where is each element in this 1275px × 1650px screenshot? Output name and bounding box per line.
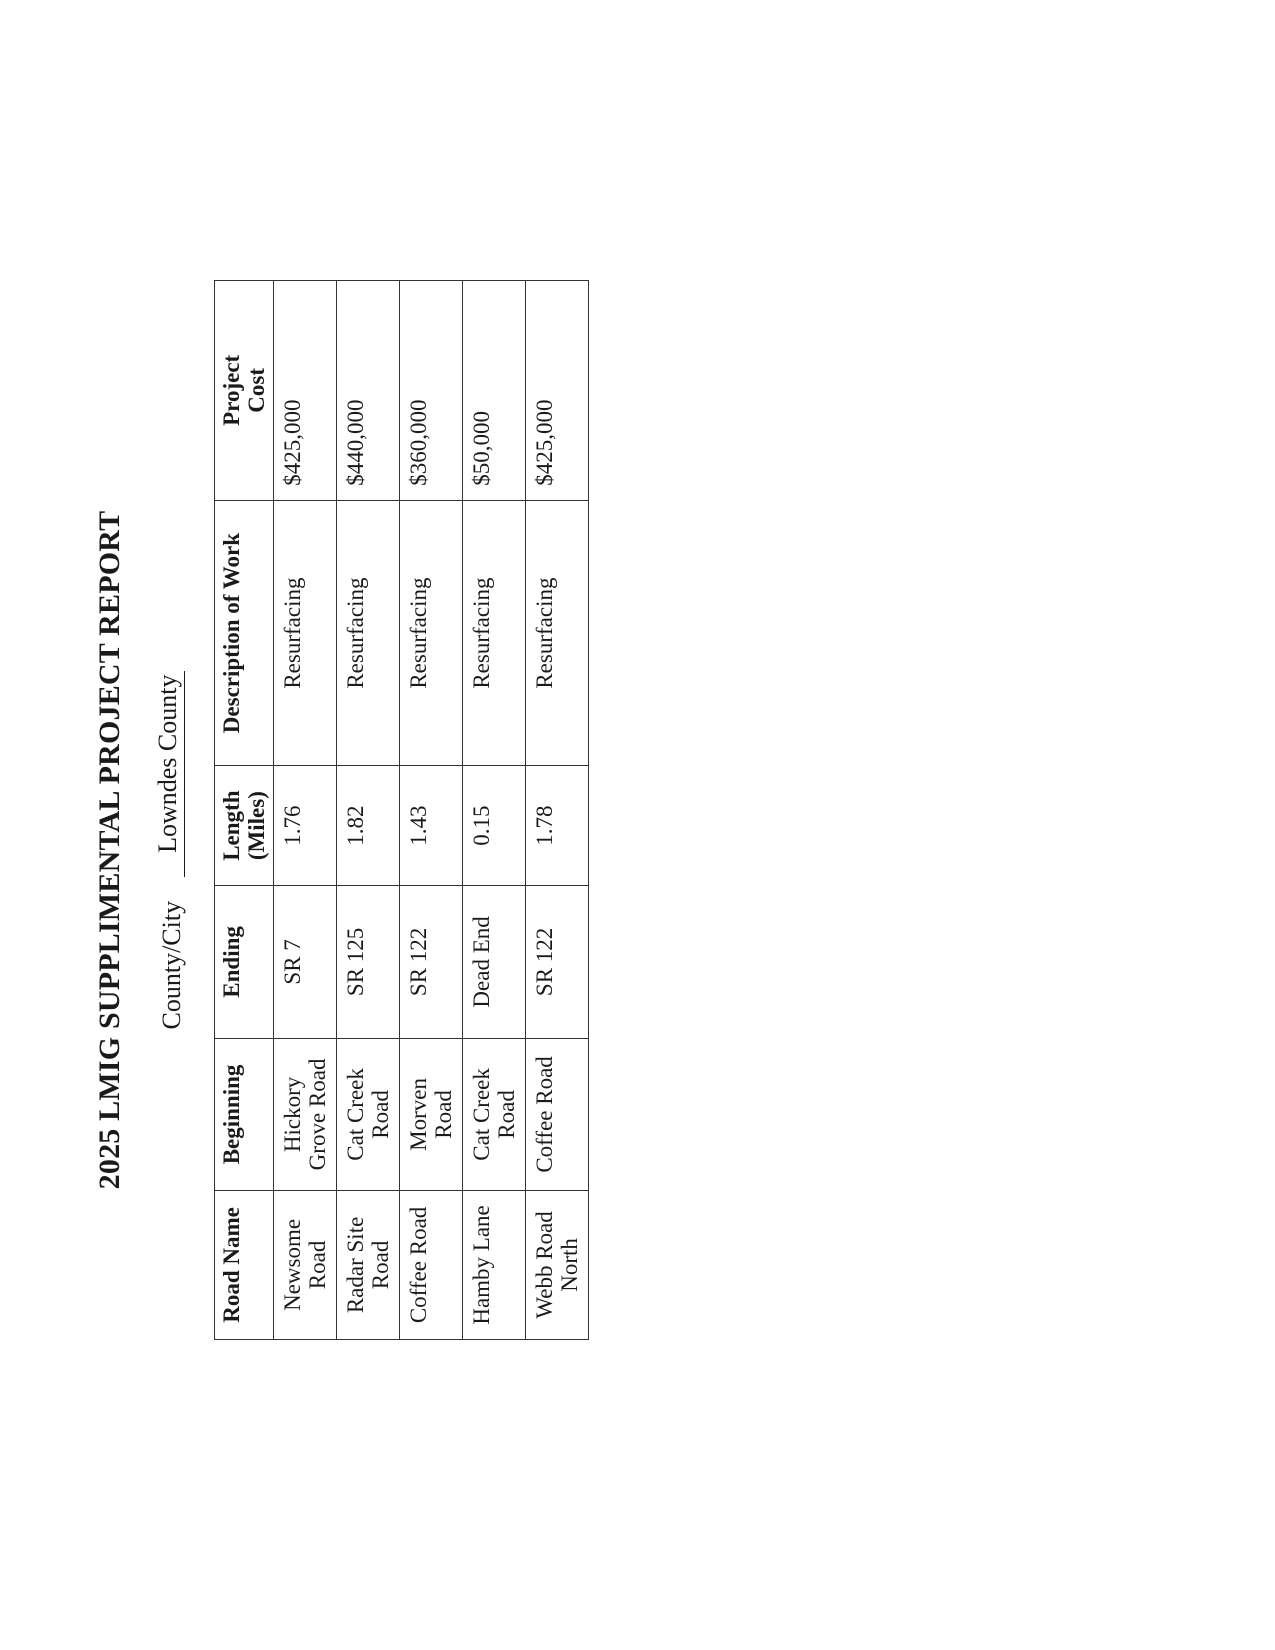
table-row (274, 281, 337, 1340)
cell-length: 1.78 (526, 766, 589, 885)
header-ending: Ending (215, 885, 274, 1038)
cell-road-name: Hamby Lane (463, 1190, 526, 1339)
cell-beginning: Coffee Road (526, 1039, 589, 1191)
cell-road-name: Newsome Road (274, 1190, 337, 1339)
cell-length: 1.82 (337, 766, 400, 885)
project-table (214, 280, 589, 1340)
header-description: Description of Work (215, 500, 274, 766)
cell-beginning: Cat Creek Road (337, 1039, 400, 1191)
cell-length: 1.43 (400, 766, 463, 885)
cell-description: Resurfacing (400, 500, 463, 766)
cell-project-cost: $425,000 (526, 281, 589, 501)
table-row (526, 281, 589, 1340)
table-header-row (215, 281, 274, 1340)
cell-project-cost: $425,000 (274, 281, 337, 501)
cell-description: Resurfacing (463, 500, 526, 766)
cell-project-cost: $440,000 (337, 281, 400, 501)
cell-description: Resurfacing (526, 500, 589, 766)
report-title: 2025 LMIG SUPPLIMENTAL PROJECT REPORT (93, 510, 126, 1190)
cell-ending: SR 122 (526, 885, 589, 1038)
table-row (400, 281, 463, 1340)
cell-road-name: Radar Site Road (337, 1190, 400, 1339)
cell-ending: SR 7 (274, 885, 337, 1038)
cell-beginning: Morven Road (400, 1039, 463, 1191)
header-beginning: Beginning (215, 1039, 274, 1191)
cell-ending: Dead End (463, 885, 526, 1038)
table-row (337, 281, 400, 1340)
rotated-page (90, 300, 582, 1400)
header-road-name: Road Name (215, 1190, 274, 1339)
cell-ending: SR 122 (400, 885, 463, 1038)
county-city-line (152, 300, 192, 1400)
cell-project-cost: $50,000 (463, 281, 526, 501)
cell-beginning: Cat Creek Road (463, 1039, 526, 1191)
cell-length: 0.15 (463, 766, 526, 885)
cell-description: Resurfacing (337, 500, 400, 766)
cell-road-name: Coffee Road (400, 1190, 463, 1339)
cell-beginning: Hickory Grove Road (274, 1039, 337, 1191)
header-project-cost: Project Cost (215, 281, 274, 501)
cell-description: Resurfacing (274, 500, 337, 766)
county-city-label: County/City (157, 900, 186, 1030)
cell-ending: SR 125 (337, 885, 400, 1038)
cell-length: 1.76 (274, 766, 337, 885)
table-row (463, 281, 526, 1340)
county-city-value: Lowndes County (152, 671, 185, 877)
cell-road-name: Webb Road North (526, 1190, 589, 1339)
header-length: Length (Miles) (215, 766, 274, 885)
cell-project-cost: $360,000 (400, 281, 463, 501)
